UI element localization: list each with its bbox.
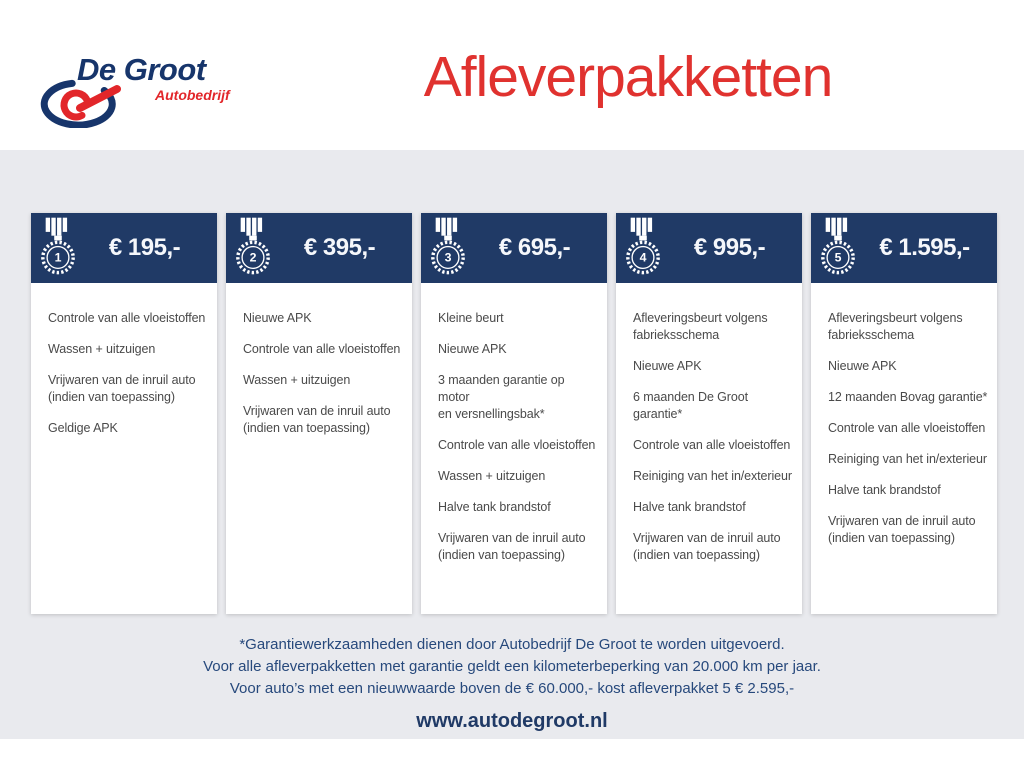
package-items [226, 283, 412, 437]
footnotes [0, 634, 1024, 700]
package-item: Nieuwe APK [633, 359, 702, 373]
page-header [0, 0, 1024, 150]
footnote-line: Voor alle afleverpakketten met garantie geldt een kilometerbeperking van 20.000 km per jaar. [203, 658, 821, 675]
footnote-line: Voor auto’s met een nieuwwaarde boven de € 60.000,- kost afleverpakket 5 € 2.595,- [229, 680, 795, 697]
package-price: € 1.595,- [879, 234, 970, 261]
medal-icon [430, 217, 466, 279]
package-price: € 195,- [108, 234, 181, 261]
package-item: Halve tank brandstof [633, 500, 746, 514]
packages-row [0, 213, 1024, 614]
package-header [616, 213, 802, 283]
package-item: Halve tank brandstof [438, 500, 551, 514]
package-item: 3 maanden garantie op motor en versnellingsbak* [438, 373, 565, 421]
medal-icon [40, 217, 76, 279]
package-item: Vrijwaren van de inruil auto (indien van toepassing) [48, 373, 196, 404]
package-item: Vrijwaren van de inruil auto (indien van toepassing) [243, 404, 391, 435]
package-card [811, 213, 997, 614]
package-item: Nieuwe APK [243, 311, 312, 325]
medal-number: 1 [54, 250, 62, 265]
medal-number: 5 [834, 250, 842, 265]
package-item: Kleine beurt [438, 311, 504, 325]
medal-icon [820, 217, 856, 279]
medal-icon [625, 217, 661, 279]
package-item: Controle van alle vloeistoffen [48, 311, 206, 325]
content-area [0, 150, 1024, 739]
package-item: Wassen + uitzuigen [48, 342, 156, 356]
package-item: Wassen + uitzuigen [438, 469, 546, 483]
footnote-line: *Garantiewerkzaamheden dienen door Autobedrijf De Groot te worden uitgevoerd. [239, 636, 785, 653]
package-items [31, 283, 217, 437]
logo-subtitle: Autobedrijf [155, 87, 230, 103]
package-item: Vrijwaren van de inruil auto (indien van toepassing) [633, 531, 781, 562]
package-item: Controle van alle vloeistoffen [828, 421, 986, 435]
package-items [616, 283, 802, 564]
package-items [811, 283, 997, 547]
page-title: Afleverpakketten [423, 45, 833, 109]
medal-icon [235, 217, 271, 279]
package-item: 12 maanden Bovag garantie* [828, 390, 988, 404]
package-item: Vrijwaren van de inruil auto (indien van toepassing) [828, 514, 976, 545]
package-item: Controle van alle vloeistoffen [243, 342, 401, 356]
package-price: € 395,- [303, 234, 376, 261]
package-item: Afleveringsbeurt volgens fabrieksschema [633, 311, 768, 342]
package-item: Reiniging van het in/exterieur [828, 452, 987, 466]
package-header [226, 213, 412, 283]
logo [38, 52, 253, 137]
package-card [616, 213, 802, 614]
package-item: Controle van alle vloeistoffen [633, 438, 791, 452]
package-items [421, 283, 607, 564]
package-price: € 995,- [693, 234, 766, 261]
website-link[interactable]: www.autodegroot.nl [416, 710, 608, 732]
package-item: Vrijwaren van de inruil auto (indien van toepassing) [438, 531, 586, 562]
package-header [811, 213, 997, 283]
package-item: Afleveringsbeurt volgens fabrieksschema [828, 311, 963, 342]
package-item: Nieuwe APK [438, 342, 507, 356]
package-header [421, 213, 607, 283]
package-item: Halve tank brandstof [828, 483, 941, 497]
package-item: 6 maanden De Groot garantie* [633, 390, 748, 421]
package-card [421, 213, 607, 614]
package-item: Nieuwe APK [828, 359, 897, 373]
package-item: Wassen + uitzuigen [243, 373, 351, 387]
logo-name: De Groot [77, 52, 206, 87]
medal-number: 4 [639, 250, 647, 265]
package-price: € 695,- [498, 234, 571, 261]
medal-number: 2 [249, 250, 257, 265]
package-item: Geldige APK [48, 421, 118, 435]
medal-number: 3 [444, 250, 452, 265]
package-item: Reiniging van het in/exterieur [633, 469, 792, 483]
package-card [31, 213, 217, 614]
package-item: Controle van alle vloeistoffen [438, 438, 596, 452]
package-header [31, 213, 217, 283]
package-card [226, 213, 412, 614]
